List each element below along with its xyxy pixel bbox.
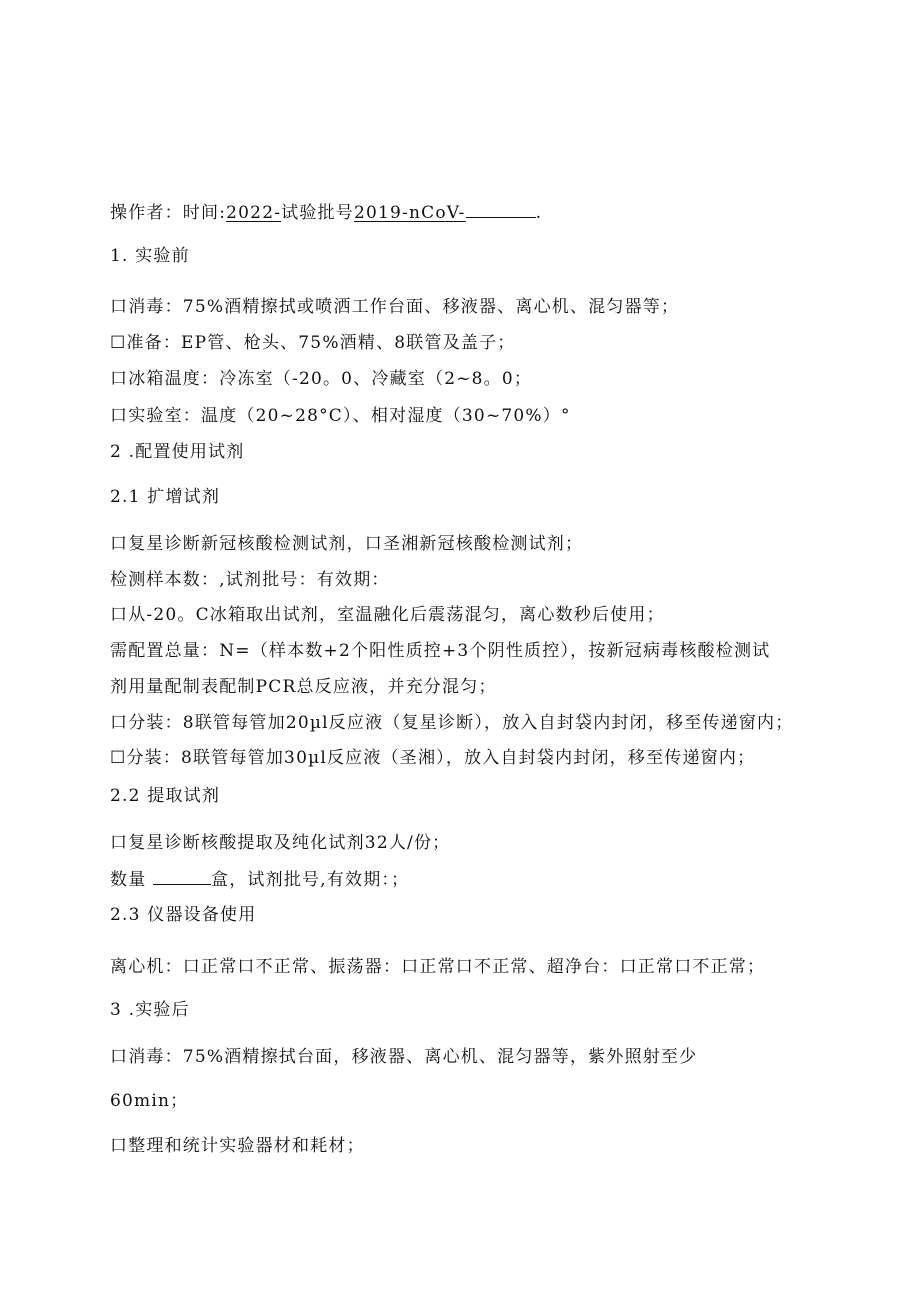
qty-blank (153, 867, 211, 885)
batch-value: 2019-nCoV- (353, 203, 466, 223)
s21-line-kits: 口复星诊断新冠核酸检测试剂，口圣湘新冠核酸检测试剂； (110, 534, 584, 554)
batch-label: 试验批号 (281, 203, 354, 223)
s1-item-disinfect: 口消毒：75%酒精擦拭或喷洒工作台面、移液器、离心机、混匀器等； (110, 297, 680, 317)
s21-line-thaw: 口从-20。C冰箱取出试剂，室温融化后震荡混匀，离心数秒后使用； (110, 605, 665, 625)
s1-item-lab: 口实验室：温度（20~28°C）、相对湿度（30~70%）° (110, 406, 571, 426)
s3-item-inventory: 口整理和统计实验器材和耗材； (110, 1136, 365, 1156)
section-2-title: 2 .配置使用试剂 (110, 442, 245, 462)
operator-time-label: 操作者：时间: (110, 203, 227, 223)
s3-item-disinfect-cont: 60min； (110, 1091, 189, 1111)
s22-line-extract: 口复星诊断核酸提取及纯化试剂32人/份； (110, 833, 451, 853)
s21-line-dispense-fosun: 口分装：8联管每管加20µl反应液（复星诊断），放入自封袋内封闭，移至传递窗内； (110, 713, 794, 733)
header-end: . (535, 203, 543, 223)
s23-line-equipment: 离心机：口正常口不正常、振荡器：口正常口不正常、超净台：口正常口不正常； (110, 957, 766, 977)
qty-rest: 盒，试剂批号,有效期：； (211, 870, 410, 890)
section-2-3-title: 2.3 仪器设备使用 (110, 905, 257, 925)
batch-blank (466, 200, 536, 218)
qty-label: 数量 (110, 870, 147, 890)
section-2-1-title: 2.1 扩增试剂 (110, 487, 221, 507)
s21-line-dispense-sansure: ☐分装：8联管每管加30µl反应液（圣湘），放入自封袋内封闭，移至传递窗内； (110, 748, 756, 768)
section-3-title: 3 .实验后 (110, 1000, 190, 1020)
s1-item-fridge: 口冰箱温度：冷冻室（-20。0、冷藏室（2~8。0； (110, 369, 533, 389)
s3-item-disinfect: 口消毒：75%酒精擦拭台面，移液器、离心机、混匀器等，紫外照射至少 (110, 1047, 698, 1067)
date-value: 2022- (226, 203, 282, 223)
record-header (110, 200, 542, 225)
section-2-2-title: 2.2 提取试剂 (110, 786, 221, 806)
s21-line-mix: 剂用量配制表配制PCR总反应液，并充分混匀； (110, 677, 497, 697)
s22-line-qty (110, 867, 409, 892)
section-1-title: 1. 实验前 (110, 246, 190, 266)
s21-line-total: 需配置总量：N=（样本数+2个阳性质控+3个阴性质控），按新冠病毒核酸检测试 (110, 641, 771, 661)
s1-item-prepare: ☐准备：EP管、枪头、75%酒精、8联管及盖子； (110, 333, 516, 353)
s21-line-sample: 检测样本数：,试剂批号：有效期： (110, 570, 390, 590)
